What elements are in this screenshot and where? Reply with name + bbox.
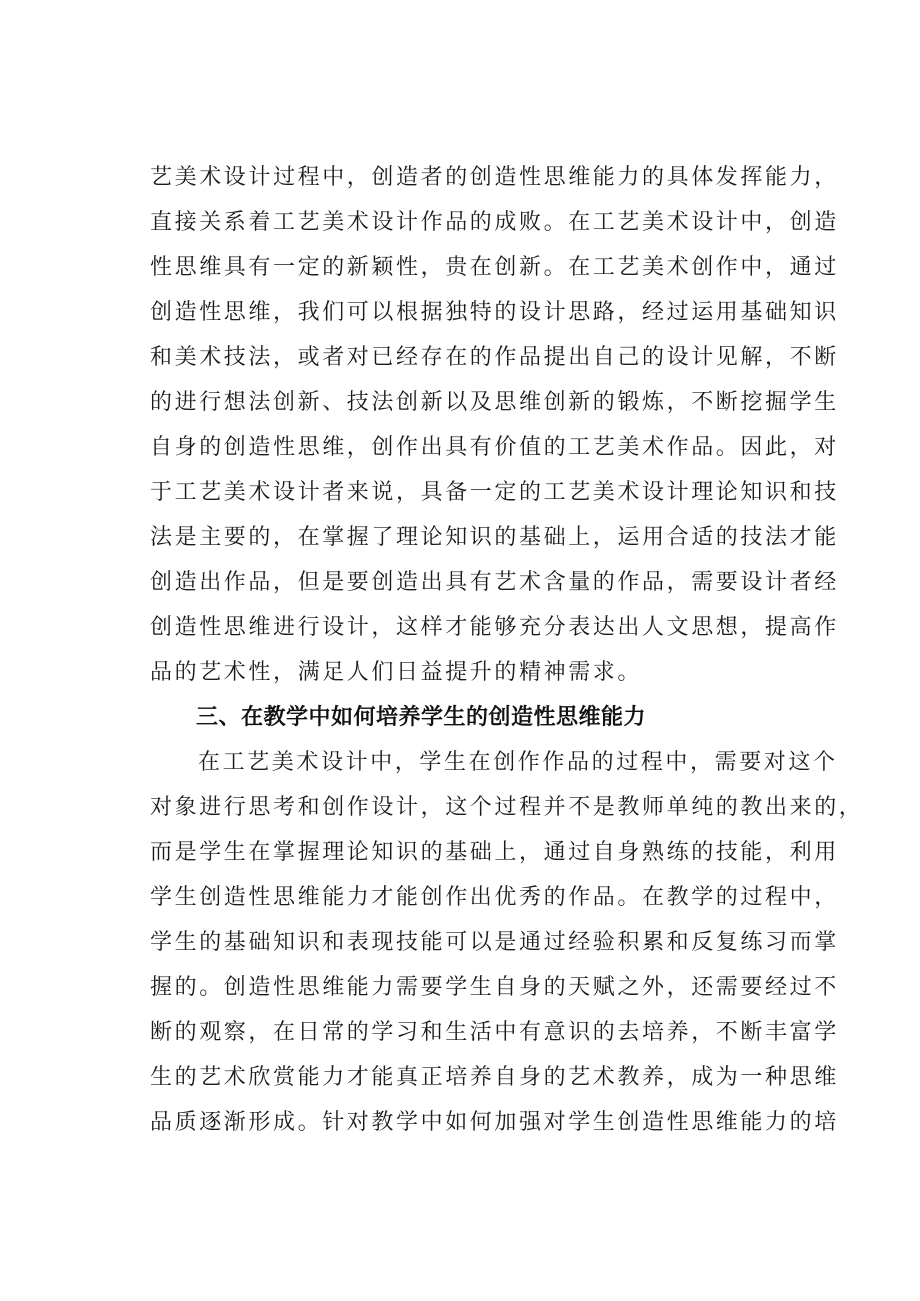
- text-line: 品质逐渐形成。针对教学中如何加强对学生创造性思维能力的培: [150, 1110, 839, 1135]
- text-line: 品的艺术性，满足人们日益提升的精神需求。: [150, 660, 643, 685]
- text-line: 直接关系着工艺美术设计作品的成败。在工艺美术设计中，创造: [150, 210, 839, 235]
- text-line: 性思维具有一定的新颖性，贵在创新。在工艺美术创作中，通过: [150, 255, 839, 280]
- text-line: 法是主要的，在掌握了理论知识的基础上，运用合适的技法才能: [150, 525, 839, 550]
- text-line: 自身的创造性思维，创作出具有价值的工艺美术作品。因此，对: [150, 435, 839, 460]
- text-line: 握的。创造性思维能力需要学生自身的天赋之外，还需要经过不: [150, 975, 839, 1000]
- text-line: 学生的基础知识和表现技能可以是通过经验积累和反复练习而掌: [150, 930, 839, 955]
- text-line: 而是学生在掌握理论知识的基础上，通过自身熟练的技能，利用: [150, 840, 839, 865]
- text-line: 断的观察，在日常的学习和生活中有意识的去培养，不断丰富学: [150, 1020, 839, 1045]
- text-line: 的进行想法创新、技法创新以及思维创新的锻炼，不断挖掘学生: [150, 390, 839, 415]
- section-heading: 三、在教学中如何培养学生的创造性思维能力: [196, 705, 647, 730]
- text-line: 生的艺术欣赏能力才能真正培养自身的艺术教养，成为一种思维: [150, 1065, 839, 1090]
- text-line: 创造性思维进行设计，这样才能够充分表达出人文思想，提高作: [150, 615, 839, 640]
- text-line: 创造性思维，我们可以根据独特的设计思路，经过运用基础知识: [150, 300, 839, 325]
- text-line: 艺美术设计过程中，创造者的创造性思维能力的具体发挥能力，: [150, 165, 839, 190]
- text-line: 和美术技法，或者对已经存在的作品提出自己的设计见解，不断: [150, 345, 839, 370]
- text-line: 学生创造性思维能力才能创作出优秀的作品。在教学的过程中，: [150, 885, 839, 910]
- text-line: 创造出作品，但是要创造出具有艺术含量的作品，需要设计者经: [150, 570, 839, 595]
- text-line: 对象进行思考和创作设计，这个过程并不是教师单纯的教出来的，: [150, 795, 864, 820]
- text-line: 在工艺美术设计中，学生在创作作品的过程中，需要对这个: [198, 750, 838, 775]
- text-line: 于工艺美术设计者来说，具备一定的工艺美术设计理论知识和技: [150, 480, 839, 505]
